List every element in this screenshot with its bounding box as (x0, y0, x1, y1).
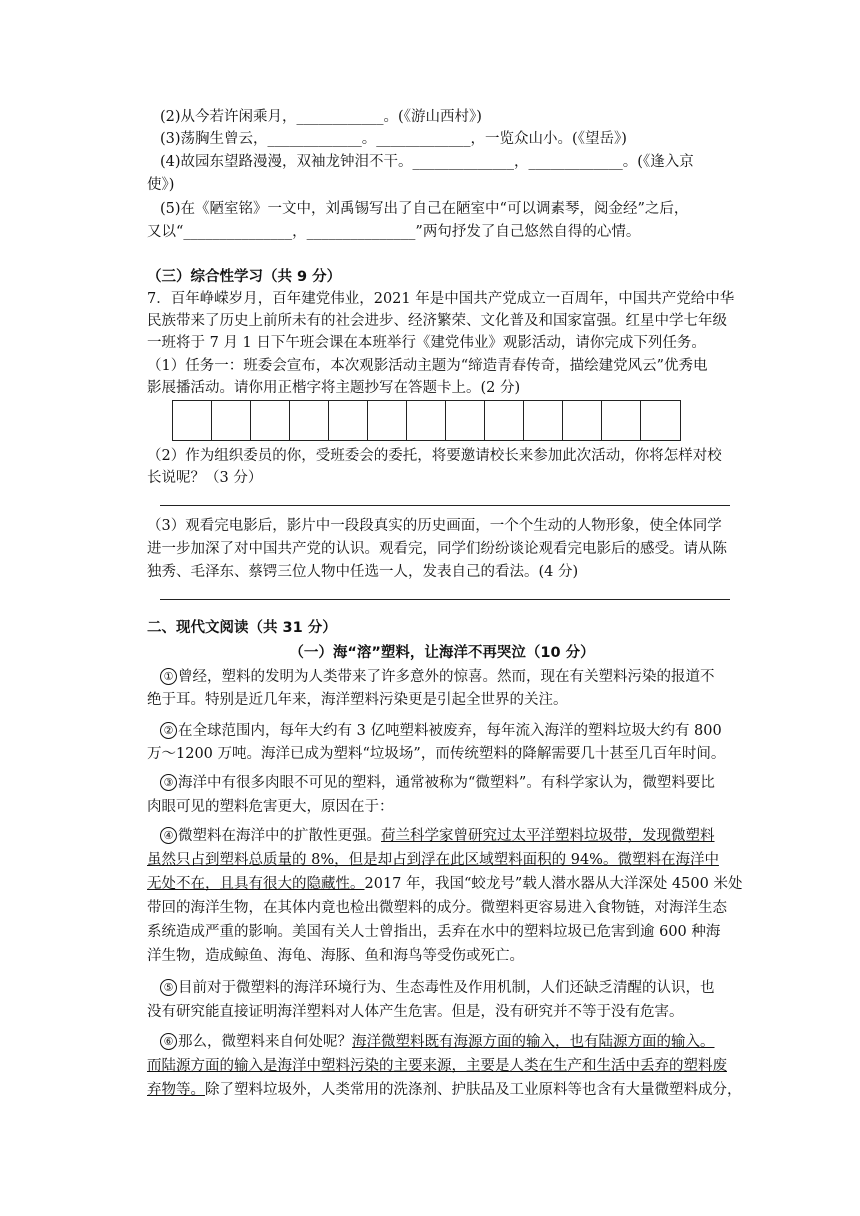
poem-question-3: (3)荡胸生曾云，_____________。_____________，一览众山小。(《望岳》) (160, 131, 627, 147)
answer-cell[interactable] (290, 401, 329, 440)
q7-line-3: 一班将于 7 月 1 日下午班会课在本班举行《建党伟业》观影活动，请你完成下列任务。 (147, 335, 706, 351)
paragraph-1-line-1 (160, 666, 750, 688)
paragraph-number: ⑥ (160, 1033, 177, 1050)
answer-cell[interactable] (524, 401, 563, 440)
answer-grid (172, 400, 681, 441)
poem-question-5: (5)在《陋室铭》一文中，刘禹锡写出了自己在陋室中“可以调素琴，阅金经”之后， (160, 201, 689, 217)
paragraph-text: 海洋中有很多肉眼不可见的塑料，通常被称为“微塑料”。有科学家认为，微塑料要比 (178, 775, 715, 791)
paragraph-number: ③ (160, 774, 177, 791)
paragraph-6-line-3 (147, 1079, 742, 1101)
poem-question-5-cont: 又以“_______________，_______________”两句抒发了自己悠然自得的心情。 (147, 224, 641, 240)
answer-cell[interactable] (251, 401, 290, 440)
task2-line-2: 长说呢？（3 分） (147, 470, 263, 486)
paragraph-6-line-1 (160, 1031, 750, 1053)
answer-cell[interactable] (485, 401, 524, 440)
answer-line[interactable] (160, 599, 730, 600)
section3-heading: （三）综合性学习（共 9 分） (147, 269, 342, 285)
paragraph-4-line-4: 带回的海洋生物，在其体内竟也检出微塑料的成分。微塑料更容易进入食物链，对海洋生态 (147, 900, 727, 916)
task3-line-1: （3）观看完电影后，影片中一段段真实的历史画面，一个个生动的人物形象，使全体同学 (147, 518, 722, 534)
answer-cell[interactable] (173, 401, 212, 440)
paragraph-text: 2017 年，我国“蛟龙号”载人潜水器从大洋深处 4500 米处 (364, 876, 743, 892)
paragraph-3-line-2: 肉眼可见的塑料危害更大，原因在于： (147, 799, 394, 815)
paragraph-2-line-2: 万～1200 万吨。海洋已成为塑料“垃圾场”，而传统塑料的降解需要几十甚至几百年时间。 (147, 746, 726, 762)
paragraph-text: 曾经，塑料的发明为人类带来了许多意外的惊喜。然而，现在有关塑料污染的报道不 (178, 669, 715, 685)
answer-cell[interactable] (446, 401, 485, 440)
underlined-text: 弃物等。 (147, 1082, 205, 1098)
paragraph-5-line-1 (160, 977, 750, 999)
paragraph-4-line-1 (160, 825, 750, 847)
answer-cell[interactable] (563, 401, 602, 440)
paragraph-text: 微塑料在海洋中的扩散性更强。 (178, 828, 381, 844)
paragraph-number: ⑤ (160, 979, 177, 996)
task3-line-3: 独秀、毛泽东、蔡锷三位人物中任选一人，发表自己的看法。(4 分) (147, 564, 579, 580)
paragraph-1-line-2: 绝于耳。特别是近几年来，海洋塑料污染更是引起全世界的关注。 (147, 692, 568, 708)
paragraph-text: 那么，微塑料来自何处呢？ (178, 1034, 352, 1050)
task2-line-1: （2）作为组织委员的你，受班委会的委托，将要邀请校长来参加此次活动，你将怎样对校 (147, 448, 722, 464)
underlined-text: 海洋微塑料既有海源方面的输入，也有陆源方面的输入。 (352, 1034, 715, 1050)
answer-cell[interactable] (602, 401, 641, 440)
article-title: （一）海“溶”塑料，让海洋不再哭泣（10 分） (289, 645, 595, 661)
paragraph-text: 除了塑料垃圾外，人类常用的洗涤剂、护肤品及工业原料等也含有大量微塑料成分， (205, 1082, 742, 1098)
paragraph-4-line-3 (147, 873, 743, 895)
poem-question-4: (4)故园东望路漫漫，双袖龙钟泪不干。______________，_____________。(《逢入京 (160, 154, 694, 170)
paragraph-4-line-2: 虽然只占到塑料总质量的 8%，但是却占到浮在此区域塑料面积的 94%。微塑料在海洋中 (147, 852, 719, 868)
answer-line[interactable] (160, 505, 730, 506)
section-modern-heading: 二、现代文阅读（共 31 分） (147, 620, 337, 636)
answer-cell[interactable] (407, 401, 446, 440)
q7-line-2: 民族带来了历史上前所未有的社会进步、经济繁荣、文化普及和国家富强。红星中学七年级 (147, 313, 727, 329)
paragraph-text: 目前对于微塑料的海洋环境行为、生态毒性及作用机制，人们还缺乏清醒的认识，也 (178, 980, 715, 996)
q7-line-1: 7．百年峥嵘岁月，百年建党伟业，2021 年是中国共产党成立一百周年，中国共产党给中华 (147, 291, 735, 307)
answer-cell[interactable] (641, 401, 680, 440)
poem-question-2: (2)从今若许闲乘月，____________。(《游山西村》) (160, 109, 482, 125)
task3-line-2: 进一步加深了对中国共产党的认识。观看完，同学们纷纷谈论观看完电影后的感受。请从陈 (147, 541, 727, 557)
answer-cell[interactable] (329, 401, 368, 440)
paragraph-number: ② (160, 722, 177, 739)
task1-line-2: 影展播活动。请你用正楷字将主题抄写在答题卡上。(2 分) (147, 380, 521, 396)
underlined-text: 荷兰科学家曾研究过太平洋塑料垃圾带，发现微塑料 (381, 828, 715, 844)
paragraph-6-line-2: 而陆源方面的输入是海洋中塑料污染的主要来源，主要是人类在生产和生活中丢弃的塑料废 (147, 1058, 727, 1074)
paragraph-text: 在全球范围内，每年大约有 3 亿吨塑料被废弃，每年流入海洋的塑料垃圾大约有 800 (178, 723, 722, 739)
underlined-text: 无处不在，且具有很大的隐藏性。 (147, 876, 365, 892)
paragraph-number: ④ (160, 827, 177, 844)
paragraph-3-line-1 (160, 772, 750, 794)
paragraph-4-line-6: 洋生物，造成鲸鱼、海龟、海豚、鱼和海鸟等受伤或死亡。 (147, 948, 524, 964)
poem-question-4-cont: 使》) (147, 177, 175, 193)
paragraph-4-line-5: 系统造成严重的影响。美国有关人士曾指出，丢弃在水中的塑料垃圾已危害到逾 600 种海 (147, 924, 721, 940)
answer-cell[interactable] (368, 401, 407, 440)
answer-cell[interactable] (212, 401, 251, 440)
task1-line-1: （1）任务一：班委会宣布，本次观影活动主题为“缔造青春传奇，描绘建党风云”优秀电 (147, 358, 708, 374)
paragraph-number: ① (160, 668, 177, 685)
paragraph-2-line-1 (160, 720, 750, 742)
paragraph-5-line-2: 没有研究能直接证明海洋塑料对人体产生危害。但是，没有研究并不等于没有危害。 (147, 1004, 684, 1020)
